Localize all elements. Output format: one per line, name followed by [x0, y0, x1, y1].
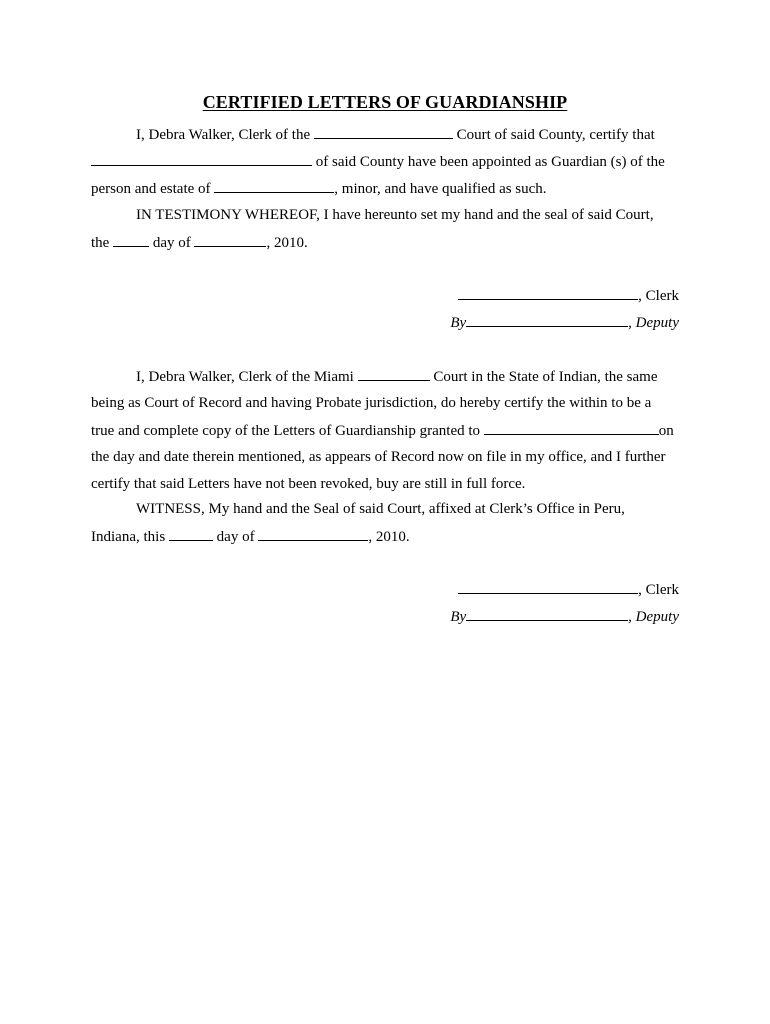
para2-line3: true and complete copy of the Letters of Guardianship granted to on	[91, 423, 674, 439]
guardian-name-blank[interactable]	[91, 152, 312, 166]
day-blank-1[interactable]	[113, 233, 149, 247]
minor-name-blank[interactable]	[214, 179, 334, 193]
day-blank-2[interactable]	[169, 527, 213, 541]
sig2-clerk-line: , Clerk	[458, 580, 679, 599]
court-name-blank-2[interactable]	[358, 367, 430, 381]
clerk-signature-blank-1[interactable]	[458, 286, 638, 300]
sig2-deputy-line: By , Deputy	[450, 609, 679, 625]
grantee-name-blank[interactable]	[484, 421, 659, 435]
para2-line1: I, Debra Walker, Clerk of the Miami Court in the State of Indian, the same	[136, 369, 658, 385]
court-name-blank-1[interactable]	[314, 125, 453, 139]
para2-line4: the day and date therein mentioned, as appears of Record now on file in my office, and I further	[91, 449, 666, 465]
month-blank-1[interactable]	[194, 233, 266, 247]
para1-line2: of said County have been appointed as Guardian (s) of the	[91, 152, 665, 171]
para2-line6: WITNESS, My hand and the Seal of said Court, affixed at Clerk’s Office in Peru,	[136, 501, 625, 517]
para1-line5: the day of , 2010.	[91, 235, 308, 251]
para2-line5: certify that said Letters have not been revoked, buy are still in full force.	[91, 476, 526, 492]
para1-line1: I, Debra Walker, Clerk of the Court of said County, certify that	[136, 127, 655, 143]
sig1-clerk-line: , Clerk	[458, 286, 679, 305]
para2-line2: being as Court of Record and having Probate jurisdiction, do hereby certify the within to be a	[91, 395, 652, 411]
para1-line3: person and estate of , minor, and have qualified as such.	[91, 181, 547, 197]
deputy-signature-blank-1[interactable]	[466, 313, 628, 327]
month-blank-2[interactable]	[258, 527, 368, 541]
sig1-deputy-line: By , Deputy	[450, 315, 679, 331]
document-title: CERTIFIED LETTERS OF GUARDIANSHIP	[202, 92, 568, 112]
para2-line7: Indiana, this day of , 2010.	[91, 529, 410, 545]
para1-line4: IN TESTIMONY WHEREOF, I have hereunto set my hand and the seal of said Court,	[136, 207, 654, 223]
clerk-signature-blank-2[interactable]	[458, 580, 638, 594]
deputy-signature-blank-2[interactable]	[466, 607, 628, 621]
